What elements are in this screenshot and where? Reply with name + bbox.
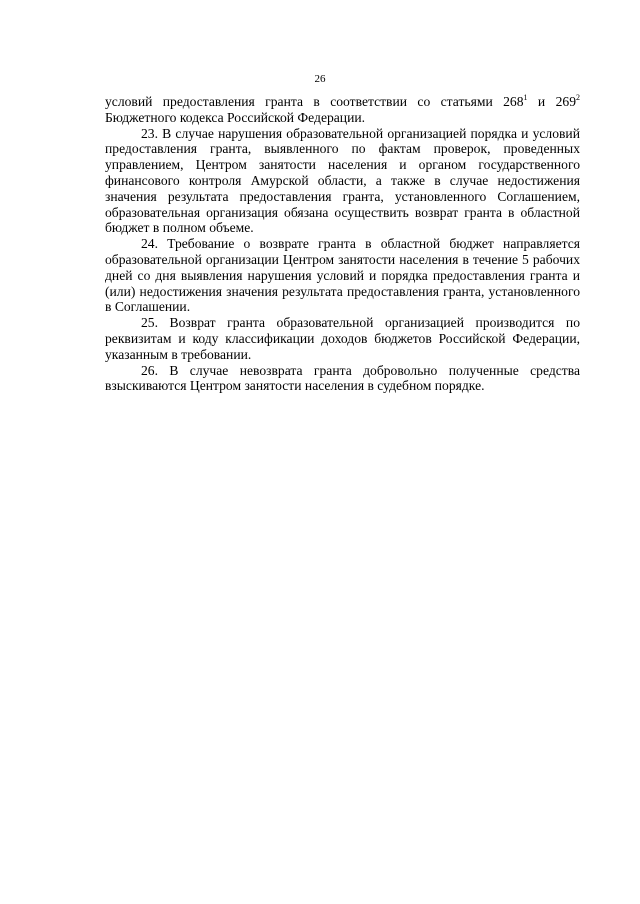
- paragraph-23: 23. В случае нарушения образовательной организацией порядка и условий предоставления гранта, выявленного по фактам проверок, проведенных управлением, Центром занятости населения и органом государственного финансового контроля Амурской области, а также в случае недостижения значения результата предоставления гранта, установленного Соглашением, образовательная организация обязана осуществить возврат гранта в областной бюджет в полном объеме.: [105, 125, 580, 236]
- paragraph-text-part: и 269: [527, 94, 576, 109]
- paragraph-25: 25. Возврат гранта образовательной организацией производится по реквизитам и коду классификации доходов бюджетов Российской Федерации, указанным в требовании.: [105, 315, 580, 362]
- paragraph-text-part: условий предоставления гранта в соответствии со статьями 268: [105, 94, 524, 109]
- document-body: [105, 94, 580, 394]
- superscript-article-2: 2: [576, 93, 580, 102]
- paragraph-26: 26. В случае невозврата гранта добровольно полученные средства взыскиваются Центром занятости населения в судебном порядке.: [105, 362, 580, 394]
- superscript-article-1: 1: [523, 93, 528, 102]
- paragraph-continuation: [105, 94, 580, 126]
- paragraph-text-part: Бюджетного кодекса Российской Федерации.: [105, 109, 366, 125]
- paragraph-24: 24. Требование о возврате гранта в областной бюджет направляется образовательной организации Центром занятости населения в течение 5 рабочих дней со дня выявления нарушения условий и порядка предоставления гранта и (или) недостижения значения результата предоставления гранта, установленного в Соглашении.: [105, 236, 580, 315]
- page-number: 26: [314, 73, 326, 85]
